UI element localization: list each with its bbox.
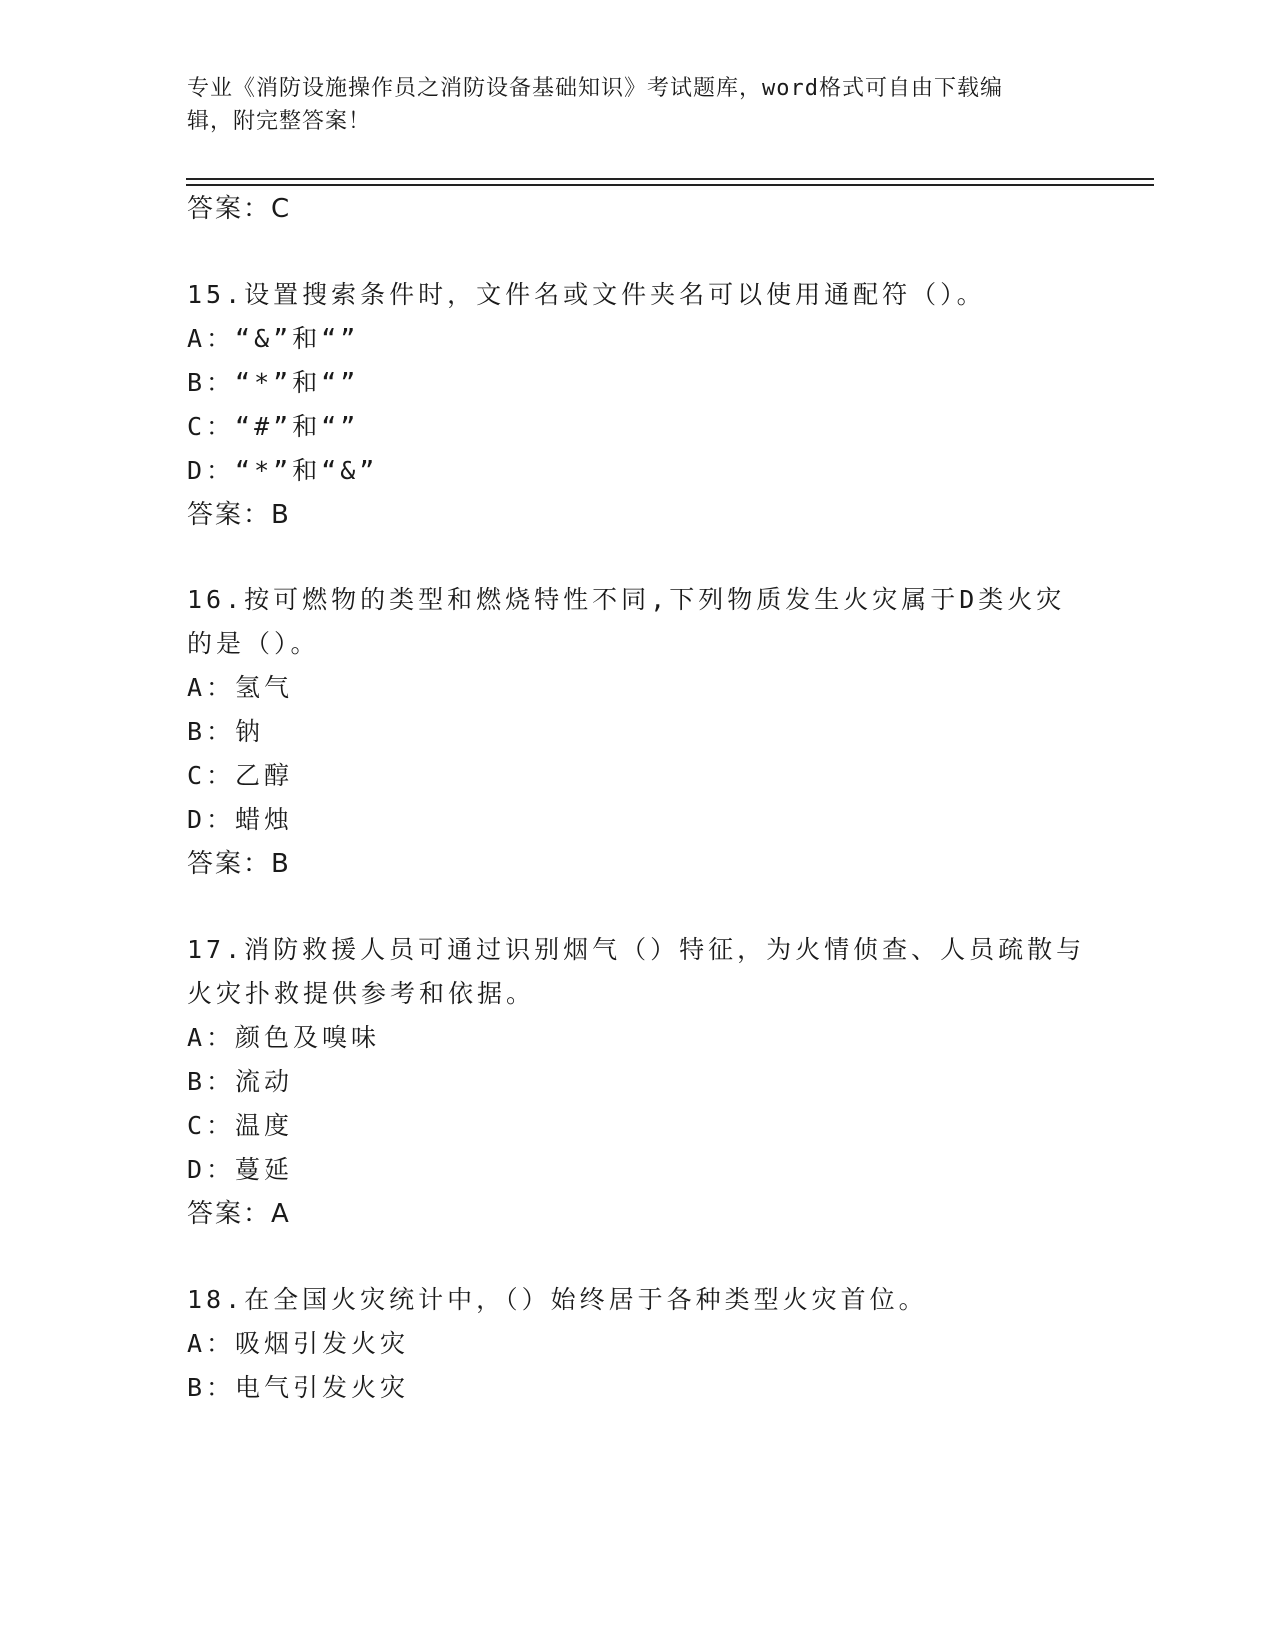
header-line-1: 专业《消防设施操作员之消防设备基础知识》考试题库，word格式可自由下载编 (187, 76, 1003, 101)
question-17-answer: 答案：A (187, 1199, 291, 1229)
question-15-option-c: C：“#”和“” (187, 412, 360, 441)
question-15-answer: 答案：B (187, 500, 291, 530)
question-16-option-b: B：钠 (187, 717, 265, 746)
question-16-option-a: A：氢气 (187, 673, 294, 702)
question-16-answer: 答案：B (187, 849, 291, 879)
question-18-option-b: B：电气引发火灾 (187, 1373, 410, 1402)
question-18-option-a: A：吸烟引发火灾 (187, 1329, 410, 1358)
question-15-option-d: D：“*”和“&” (187, 456, 379, 485)
question-17-option-a: A：颜色及嗅味 (187, 1023, 381, 1052)
question-17-stem-line-1: 17.消防救援人员可通过识别烟气（）特征，为火情侦查、人员疏散与 (187, 935, 1086, 964)
question-16-option-d: D：蜡烛 (187, 805, 294, 834)
document-header (187, 72, 1067, 138)
question-17-option-c: C：温度 (187, 1111, 294, 1140)
question-16-stem-line-2: 的是（）。 (187, 629, 320, 658)
question-15-option-a: A：“&”和“” (187, 324, 360, 353)
question-16-option-c: C：乙醇 (187, 761, 294, 790)
header-divider-bottom (186, 184, 1154, 186)
question-17-stem-line-2: 火灾扑救提供参考和依据。 (187, 979, 536, 1008)
question-15-option-b: B：“*”和“” (187, 368, 360, 397)
question-18-stem: 18.在全国火灾统计中，（）始终居于各种类型火灾首位。 (187, 1285, 928, 1314)
header-divider-top (186, 178, 1154, 180)
question-16-stem-line-1: 16.按可燃物的类型和燃烧特性不同,下列物质发生火灾属于D类火灾 (187, 585, 1066, 614)
header-line-2: 辑，附完整答案！ (187, 109, 372, 134)
question-17-option-d: D：蔓延 (187, 1155, 294, 1184)
question-17-option-b: B：流动 (187, 1067, 294, 1096)
previous-answer: 答案：C (187, 194, 292, 224)
question-15-stem: 15.设置搜索条件时，文件名或文件夹名可以使用通配符（）。 (187, 280, 986, 309)
